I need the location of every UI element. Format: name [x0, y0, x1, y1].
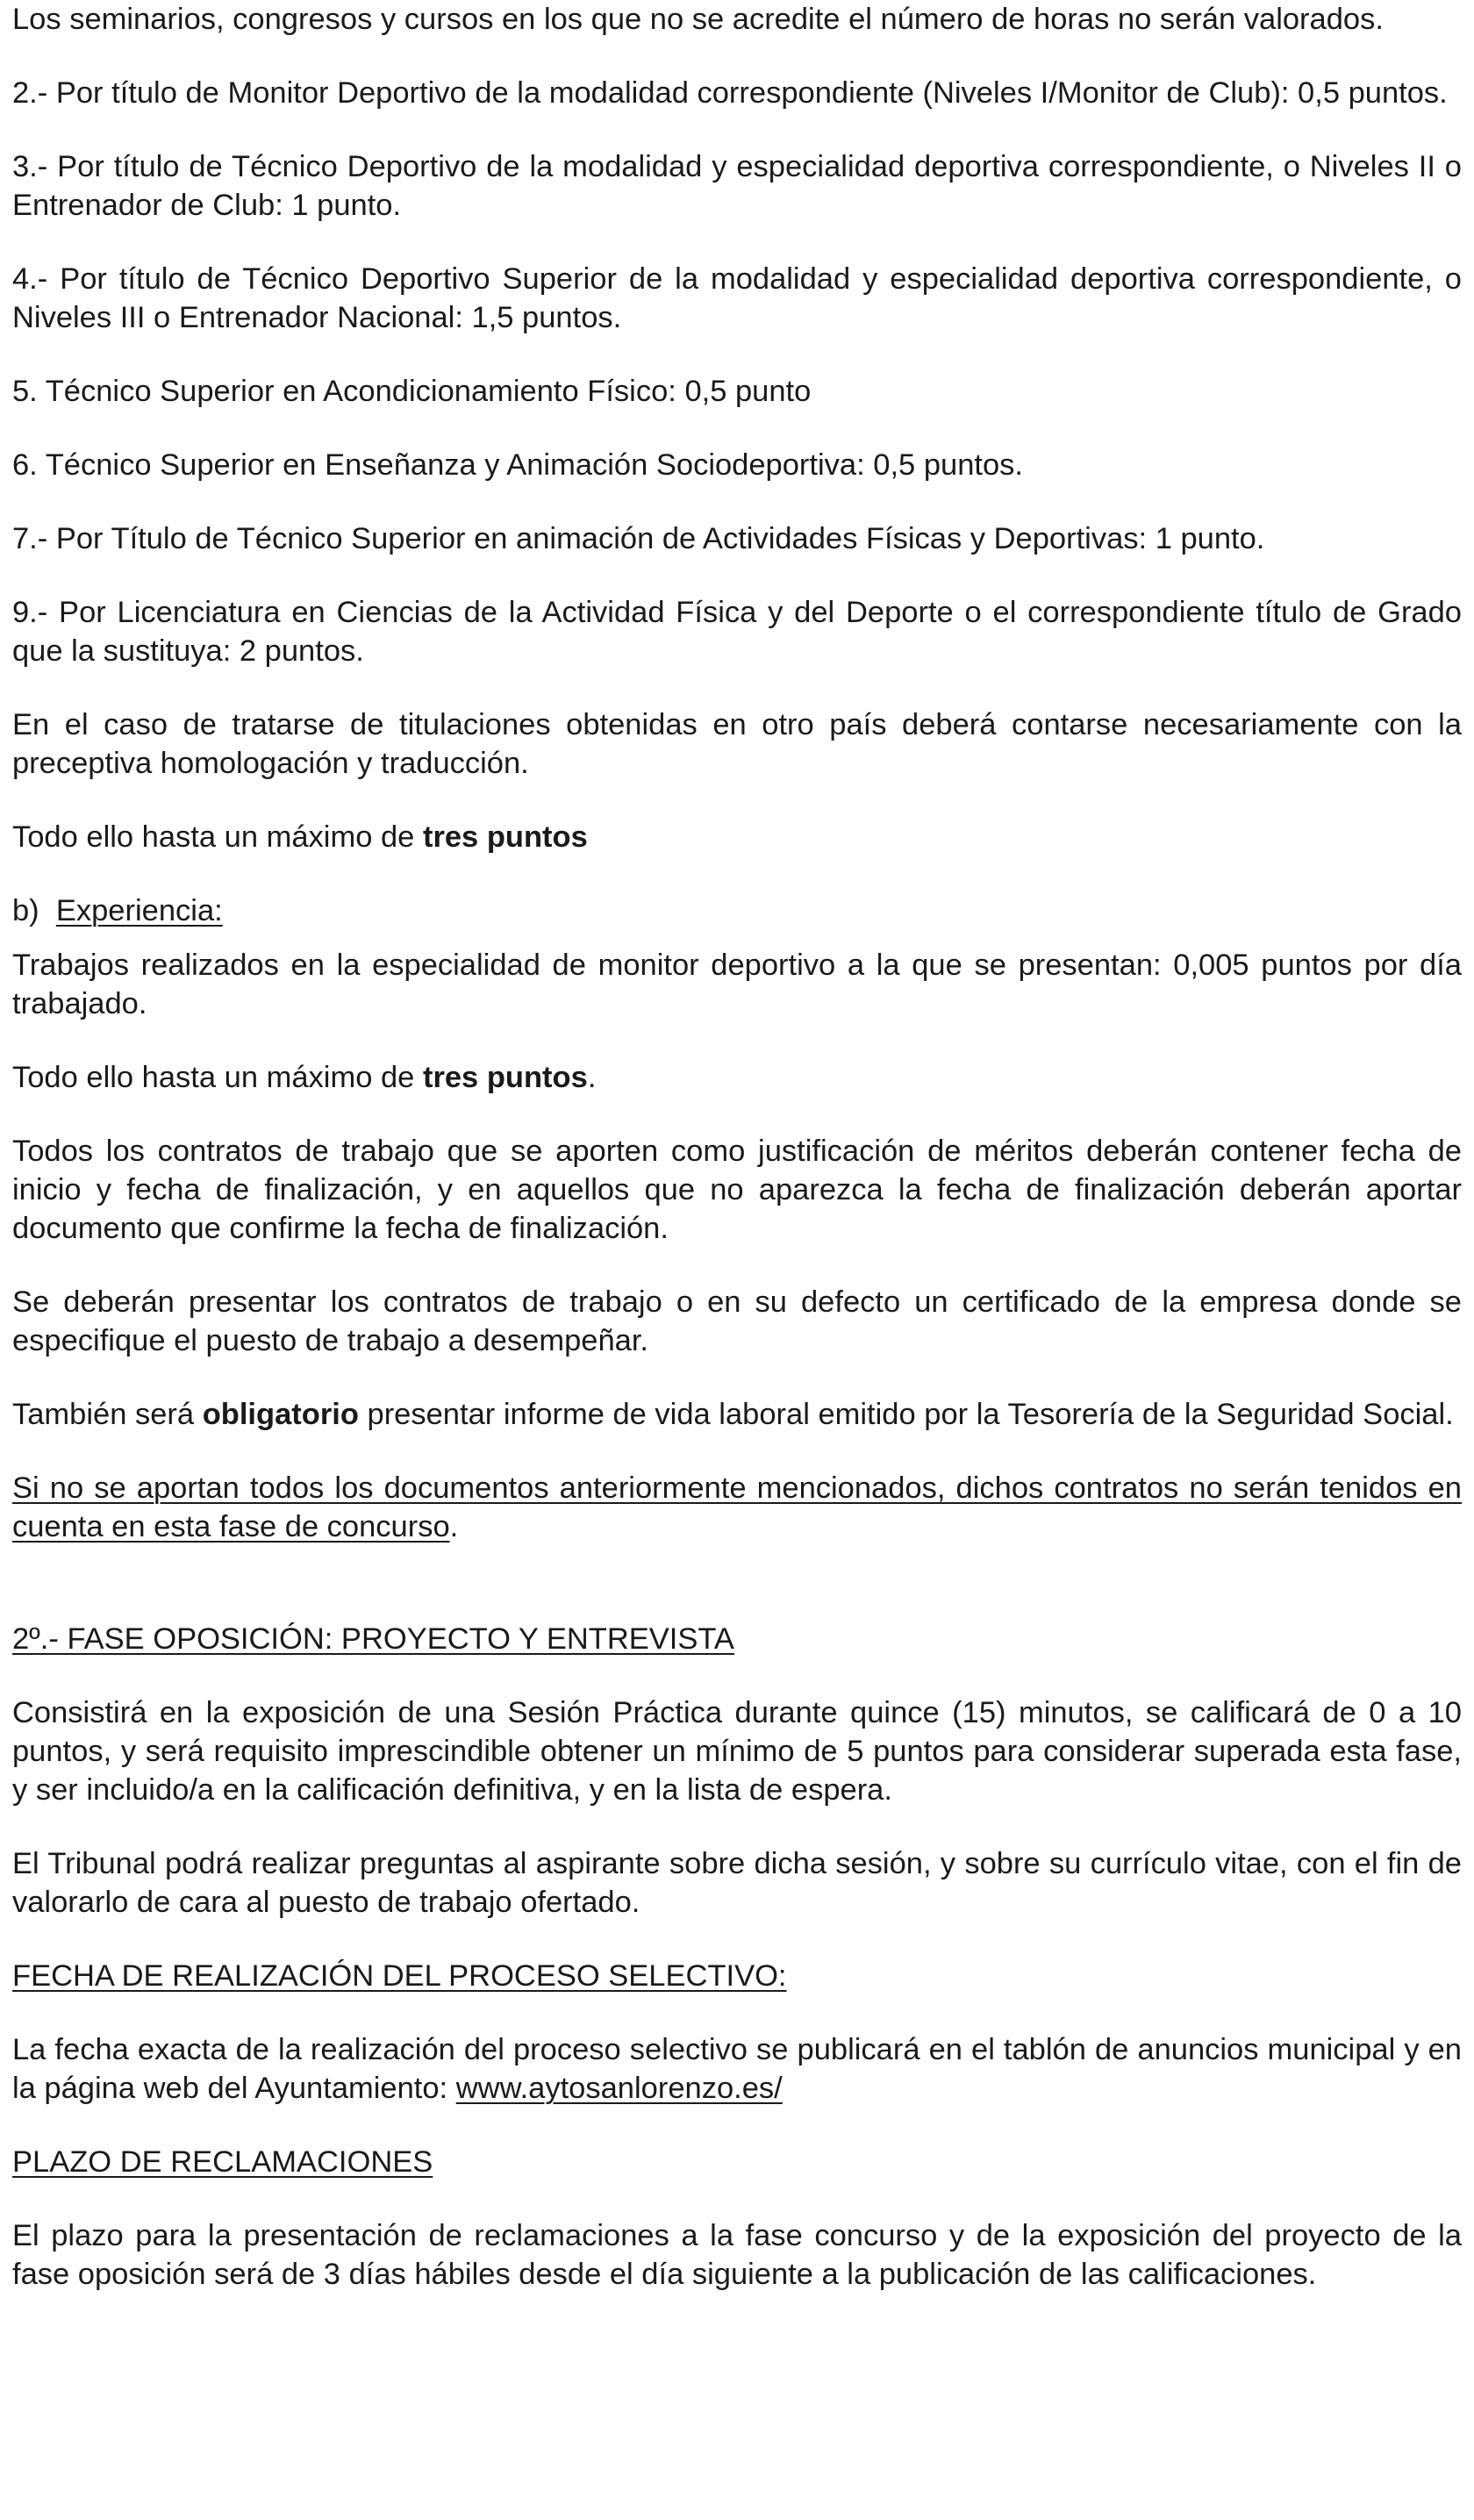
text: También será: [12, 1398, 203, 1431]
heading-fecha-realizacion: [12, 1957, 1462, 1995]
heading-fase-oposicion: [12, 1620, 1462, 1658]
website-link[interactable]: www.aytosanlorenzo.es/: [455, 2072, 783, 2105]
bold-text: tres puntos: [422, 820, 588, 854]
section-title: Experiencia:: [55, 894, 223, 927]
paragraph-trabajos: Trabajos realizados en la especialidad de monitor deportivo a la que se presentan: 0,005 puntos por día trabajado.: [12, 949, 1462, 1020]
paragraph-maximo-experiencia: [12, 1058, 1462, 1097]
bold-text: obligatorio: [202, 1398, 359, 1431]
paragraph-sesion-practica: Consistirá en la exposición de una Sesión Práctica durante quince (15) minutos, se calificará de 0 a 10 puntos, y será requisito imprescindible obtener un mínimo de 5 puntos para considerar superada esta fase, y ser incluido/a en la calificación definitiva, y en la lista de espera.: [12, 1696, 1462, 1807]
section-title-experiencia: [12, 891, 1462, 930]
paragraph-reclamaciones: El plazo para la presentación de reclamaciones a la fase concurso y de la exposición del proyecto de la fase oposición será de 3 días hábiles desde el día siguiente a la publicación de las calificaciones.: [12, 2219, 1462, 2291]
item-acondicionamiento-fisico: 5. Técnico Superior en Acondicionamiento Físico: 0,5 punto: [12, 375, 812, 408]
heading-plazo-reclamaciones: [12, 2143, 1462, 2181]
paragraph-contratos: Todos los contratos de trabajo que se aporten como justificación de méritos deberán contener fecha de inicio y fecha de finalización, y en aquellos que no aparezca la fecha de finalización deberán aportar documento que confirme la fecha de finalización.: [12, 1135, 1462, 1245]
item-monitor-deportivo: 2.- Por título de Monitor Deportivo de la modalidad correspondiente (Niveles I/Monitor de Club): 0,5 puntos.: [12, 76, 1448, 110]
bold-text: tres puntos: [422, 1061, 588, 1094]
item-ensenanza-animacion: 6. Técnico Superior en Enseñanza y Animación Sociodeportiva: 0,5 puntos.: [12, 448, 1023, 482]
text: presentar informe de vida laboral emitido por la Tesorería de la Seguridad Social.: [358, 1398, 1454, 1431]
text: Todo ello hasta un máximo de: [12, 1061, 423, 1094]
paragraph-seminarios: Los seminarios, congresos y cursos en los que no se acredite el número de horas no serán valorados.: [12, 3, 1384, 36]
item-tecnico-deportivo: 3.- Por título de Técnico Deportivo de la modalidad y especialidad deportiva correspondiente, o Niveles II o Entrenador de Club: 1 punto.: [12, 150, 1462, 222]
text: .: [587, 1061, 597, 1094]
underlined-text: Si no se aportan todos los documentos anteriormente mencionados, dichos contratos no serán tenidos en cuenta en esta fase de concurso: [12, 1471, 1462, 1543]
paragraph-maximo-formacion: [12, 818, 1462, 856]
section-letter: b): [12, 894, 39, 927]
heading-text: PLAZO DE RECLAMACIONES: [12, 2145, 433, 2179]
paragraph-vida-laboral: [12, 1395, 1462, 1434]
item-licenciatura: 9.- Por Licenciatura en Ciencias de la Actividad Física y del Deporte o el correspondiente título de Grado que la sustituya: 2 puntos.: [12, 596, 1462, 668]
item-tecnico-deportivo-superior: 4.- Por título de Técnico Deportivo Superior de la modalidad y especialidad deportiva correspondiente, o Niveles III o Entrenador Nacional: 1,5 puntos.: [12, 262, 1462, 334]
paragraph-titulaciones-extranjeras: En el caso de tratarse de titulaciones obtenidas en otro país deberá contarse necesariamente con la preceptiva homologación y traducción.: [12, 708, 1462, 780]
text: .: [449, 1510, 459, 1543]
text: Todo ello hasta un máximo de: [12, 820, 423, 854]
paragraph-tribunal: El Tribunal podrá realizar preguntas al aspirante sobre dicha sesión, y sobre su currículo vitae, con el fin de valorarlo de cara al puesto de trabajo ofertado.: [12, 1847, 1462, 1919]
paragraph-certificado: Se deberán presentar los contratos de trabajo o en su defecto un certificado de la empresa donde se especifique el puesto de trabajo a desempeñar.: [12, 1285, 1462, 1357]
item-animacion-actividades: 7.- Por Título de Técnico Superior en animación de Actividades Físicas y Deportivas: 1 punto.: [12, 522, 1265, 555]
heading-text: FECHA DE REALIZACIÓN DEL PROCESO SELECTIVO:: [12, 1959, 787, 1993]
paragraph-fecha-exacta: [12, 2030, 1462, 2108]
heading-text: 2º.- FASE OPOSICIÓN: PROYECTO Y ENTREVISTA: [12, 1622, 734, 1656]
paragraph-advertencia: [12, 1469, 1462, 1546]
document-page: [12, 0, 1462, 2294]
text: La fecha exacta de la realización del proceso selectivo se publicará en el tablón de anuncios municipal y en la página web del Ayuntamiento:: [12, 2033, 1462, 2105]
